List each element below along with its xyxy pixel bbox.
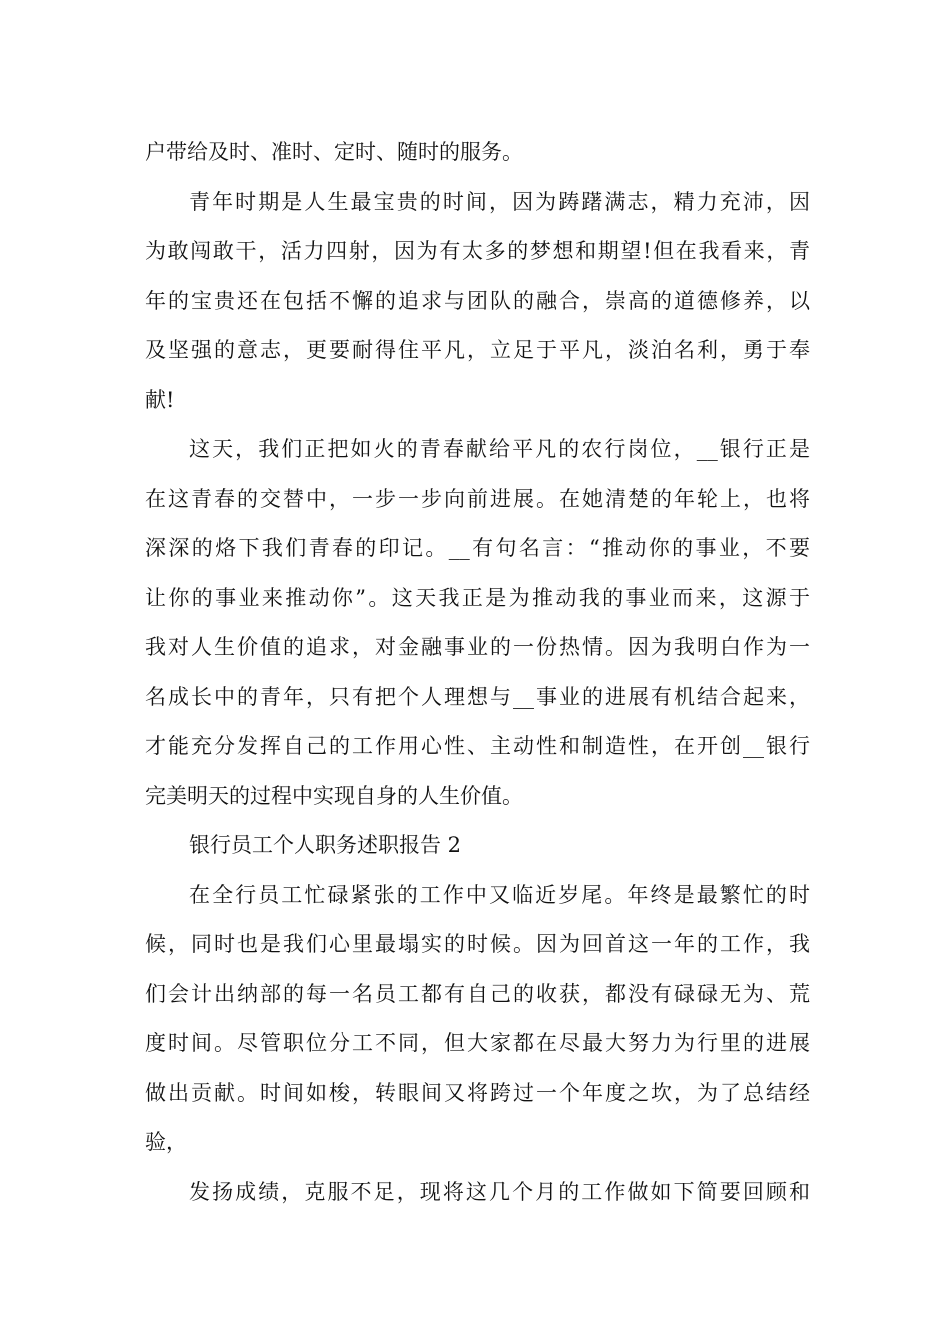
text-line: 年的宝贵还在包括不懈的追求与团队的融合，崇高的道德修养，以: [145, 288, 810, 313]
text-line: 度时间。尽管职位分工不同，但大家都在尽最大努力为行里的进展: [145, 1031, 810, 1055]
paragraph-first-line: 青年时期是人生最宝贵的时间，因为踌躇满志，精力充沛，因: [189, 189, 810, 214]
text-line: 深深的烙下我们青春的印记。__有句名言：“推动你的事业，不要: [145, 536, 810, 560]
text-line: 献!: [145, 387, 175, 412]
text-line: 做出贡献。时间如梭，转眼间又将跨过一个年度之坎，为了总结经: [145, 1080, 810, 1105]
text-line: 我对人生价值的追求，对金融事业的一份热情。因为我明白作为一: [145, 635, 810, 659]
text-line: 验，: [145, 1130, 187, 1154]
text-line: 为敢闯敢干，活力四射，因为有太多的梦想和期望!但在我看来，青: [145, 239, 810, 263]
paragraph-first-line: 发扬成绩，克服不足，现将这几个月的工作做如下简要回顾和: [189, 1179, 810, 1204]
text-line: 候，同时也是我们心里最塌实的时候。因为回首这一年的工作，我: [145, 932, 810, 956]
text-line: 及坚强的意志，更要耐得住平凡，立足于平凡，淡泊名利，勇于奉: [145, 338, 810, 362]
text-line: 才能充分发挥自己的工作用心性、主动性和制造性，在开创__银行: [145, 734, 810, 758]
text-line: 名成长中的青年，只有把个人理想与__事业的进展有机结合起来，: [145, 684, 810, 709]
document-body: [145, 128, 810, 1217]
text-line: 在这青春的交替中，一步一步向前进展。在她清楚的年轮上，也将: [145, 486, 810, 511]
text-line: 让你的事业来推动你”。这天我正是为推动我的事业而来，这源于: [145, 585, 810, 610]
text-line: 们会计出纳部的每一名员工都有自己的收获，都没有碌碌无为、荒: [145, 981, 810, 1006]
section-heading: 银行员工个人职务述职报告 2: [189, 833, 462, 857]
text-line: 户带给及时、准时、定时、随时的服务。: [145, 140, 523, 164]
paragraph-first-line: 这天，我们正把如火的青春献给平凡的农行岗位，__银行正是: [189, 437, 810, 461]
paragraph-first-line: 在全行员工忙碌紧张的工作中又临近岁尾。年终是最繁忙的时: [189, 882, 810, 907]
text-line: 完美明天的过程中实现自身的人生价值。: [145, 783, 523, 808]
